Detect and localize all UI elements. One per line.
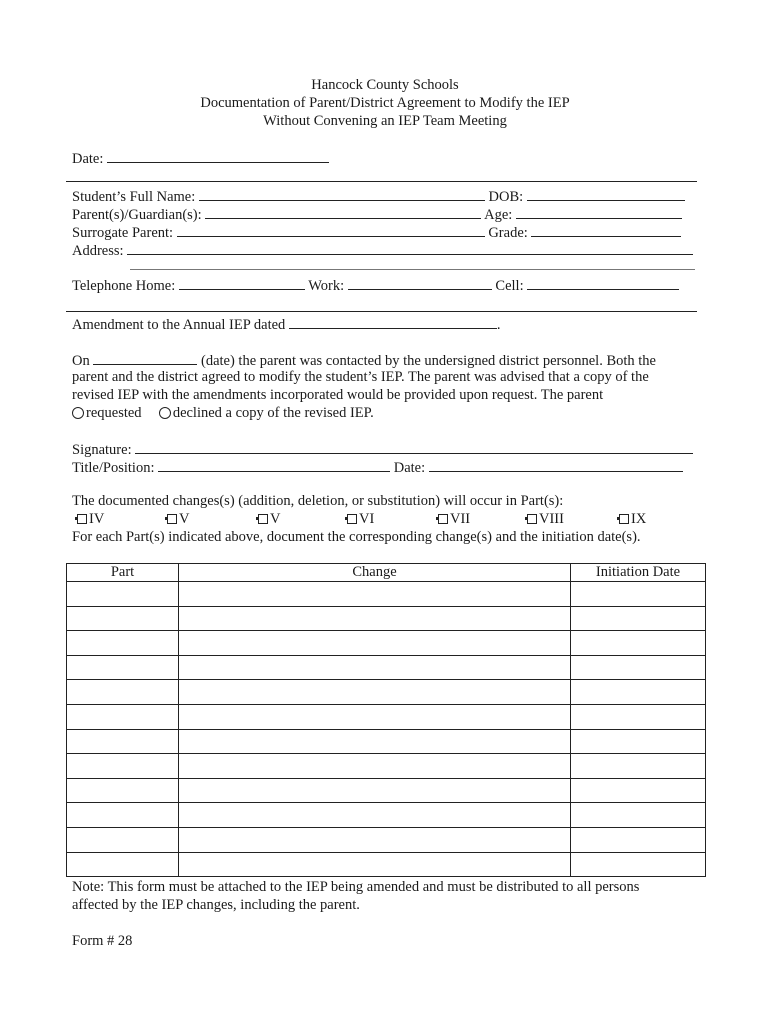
- guardians-label: Parent(s)/Guardian(s):: [72, 207, 202, 223]
- initiation-date-cell[interactable]: [571, 852, 706, 877]
- date-field[interactable]: [107, 148, 329, 163]
- part-cell[interactable]: [67, 729, 179, 754]
- title-field[interactable]: [158, 457, 390, 472]
- change-cell[interactable]: [179, 729, 571, 754]
- section-divider: [66, 181, 697, 182]
- part-option-ix[interactable]: IX: [619, 510, 646, 528]
- table-row: [67, 606, 706, 631]
- table-row: [67, 582, 706, 607]
- form-title-line-3: Without Convening an IEP Team Meeting: [263, 113, 507, 129]
- on-label: On: [72, 353, 90, 369]
- column-header-change: Change: [179, 564, 571, 582]
- part-cell[interactable]: [67, 827, 179, 852]
- change-cell[interactable]: [179, 852, 571, 877]
- column-header-part: Part: [67, 564, 179, 582]
- form-title-line-1: Hancock County Schools: [311, 77, 459, 93]
- cell-phone-field[interactable]: [527, 275, 679, 290]
- table-row: [67, 852, 706, 877]
- part-cell[interactable]: [67, 704, 179, 729]
- initiation-date-cell[interactable]: [571, 631, 706, 656]
- age-label: Age:: [484, 207, 513, 223]
- agreement-line-1: [72, 350, 656, 370]
- grade-label: Grade:: [488, 225, 528, 241]
- signature-date-label: Date:: [393, 460, 426, 476]
- column-header-initiation-date: Initiation Date: [571, 564, 706, 582]
- checkbox-icon: [438, 514, 448, 524]
- note-line-2: affected by the IEP changes, including the parent.: [72, 897, 360, 913]
- change-cell[interactable]: [179, 680, 571, 705]
- change-cell[interactable]: [179, 754, 571, 779]
- initiation-date-cell[interactable]: [571, 729, 706, 754]
- table-row: [67, 803, 706, 828]
- student-name-field[interactable]: [199, 186, 485, 201]
- date-label: Date:: [72, 151, 104, 167]
- part-cell[interactable]: [67, 754, 179, 779]
- work-phone-field[interactable]: [348, 275, 492, 290]
- section-divider-2: [66, 311, 697, 312]
- address-field[interactable]: [127, 240, 693, 255]
- signature-date-field[interactable]: [429, 457, 683, 472]
- change-cell[interactable]: [179, 582, 571, 607]
- table-row: [67, 631, 706, 656]
- changes-table: [66, 563, 706, 877]
- part-cell[interactable]: [67, 852, 179, 877]
- change-cell[interactable]: [179, 827, 571, 852]
- form-title-line-2: Documentation of Parent/District Agreement to Modify the IEP: [200, 95, 570, 111]
- change-cell[interactable]: [179, 778, 571, 803]
- changes-table-body: [67, 582, 706, 877]
- work-label: Work:: [308, 278, 345, 294]
- part-cell[interactable]: [67, 582, 179, 607]
- signature-row: [72, 439, 693, 459]
- part-option-vii[interactable]: VII: [438, 510, 470, 528]
- change-cell[interactable]: [179, 606, 571, 631]
- part-option-iv[interactable]: IV: [77, 510, 104, 528]
- change-cell[interactable]: [179, 631, 571, 656]
- date-row: [72, 148, 329, 168]
- student-name-label: Student’s Full Name:: [72, 189, 196, 205]
- checkbox-icon: [77, 514, 87, 524]
- surrogate-label: Surrogate Parent:: [72, 225, 174, 241]
- part-cell[interactable]: [67, 631, 179, 656]
- guardians-field[interactable]: [205, 204, 481, 219]
- part-option-viii[interactable]: VIII: [527, 510, 564, 528]
- table-row: [67, 754, 706, 779]
- student-name-row: [72, 186, 685, 206]
- checkbox-icon: [258, 514, 268, 524]
- initiation-date-cell[interactable]: [571, 606, 706, 631]
- declined-label: declined a copy of the revised IEP.: [172, 405, 374, 421]
- initiation-date-cell[interactable]: [571, 754, 706, 779]
- initiation-date-cell[interactable]: [571, 778, 706, 803]
- part-cell[interactable]: [67, 655, 179, 680]
- part-cell[interactable]: [67, 803, 179, 828]
- surrogate-row: [72, 222, 681, 242]
- part-option-v[interactable]: V: [167, 510, 189, 528]
- requested-radio[interactable]: [72, 407, 84, 419]
- amendment-period: .: [496, 317, 501, 333]
- table-row: [67, 827, 706, 852]
- form-number: Form # 28: [72, 933, 133, 949]
- checkbox-icon: [619, 514, 629, 524]
- checkbox-icon: [527, 514, 537, 524]
- dob-label: DOB:: [488, 189, 524, 205]
- change-cell[interactable]: [179, 704, 571, 729]
- initiation-date-cell[interactable]: [571, 704, 706, 729]
- change-cell[interactable]: [179, 655, 571, 680]
- initiation-date-cell[interactable]: [571, 827, 706, 852]
- title-label: Title/Position:: [72, 460, 155, 476]
- signature-label: Signature:: [72, 442, 132, 458]
- guardians-row: [72, 204, 682, 224]
- address-row: [72, 240, 693, 260]
- part-cell[interactable]: [67, 606, 179, 631]
- amendment-row: [72, 314, 501, 334]
- amendment-date-field[interactable]: [289, 314, 497, 329]
- checkbox-icon: [167, 514, 177, 524]
- initiation-date-cell[interactable]: [571, 803, 706, 828]
- agreement-line-1-text: (date) the parent was contacted by the undersigned district personnel. Both the: [200, 353, 656, 369]
- initiation-date-cell[interactable]: [571, 582, 706, 607]
- age-field[interactable]: [516, 204, 682, 219]
- table-row: [67, 729, 706, 754]
- telephone-row: [72, 275, 679, 295]
- telephone-home-field[interactable]: [179, 275, 305, 290]
- cell-label: Cell:: [495, 278, 524, 294]
- table-row: [67, 704, 706, 729]
- note-line-1: Note: This form must be attached to the IEP being amended and must be distributed to all persons: [72, 879, 640, 895]
- address-line-2[interactable]: [130, 269, 695, 270]
- part-cell[interactable]: [67, 680, 179, 705]
- amendment-label: Amendment to the Annual IEP dated: [72, 317, 286, 333]
- signature-field[interactable]: [135, 439, 693, 454]
- title-row: [72, 457, 683, 477]
- address-label: Address:: [72, 243, 124, 259]
- part-option-vi[interactable]: VI: [347, 510, 374, 528]
- initiation-date-cell[interactable]: [571, 655, 706, 680]
- parts-intro: The documented changes(s) (addition, deletion, or substitution) will occur in Part(s):: [72, 493, 564, 509]
- telephone-home-label: Telephone Home:: [72, 278, 176, 294]
- table-row: [67, 778, 706, 803]
- declined-radio[interactable]: [159, 407, 171, 419]
- change-cell[interactable]: [179, 803, 571, 828]
- checkbox-icon: [347, 514, 357, 524]
- agreement-line-2: parent and the district agreed to modify the student’s IEP. The parent was advised that a copy of the: [72, 369, 649, 385]
- part-option-v-2[interactable]: V: [258, 510, 280, 528]
- table-row: [67, 680, 706, 705]
- table-header-row: [67, 564, 706, 582]
- dob-field[interactable]: [527, 186, 685, 201]
- part-cell[interactable]: [67, 778, 179, 803]
- parts-instruction: For each Part(s) indicated above, document the corresponding change(s) and the initiation date(s).: [72, 529, 641, 545]
- copy-choice-row: [72, 404, 374, 422]
- contact-date-field[interactable]: [93, 350, 197, 365]
- grade-field[interactable]: [531, 222, 681, 237]
- agreement-line-3: revised IEP with the amendments incorporated would be provided upon request. The parent: [72, 387, 604, 403]
- initiation-date-cell[interactable]: [571, 680, 706, 705]
- surrogate-field[interactable]: [177, 222, 485, 237]
- table-row: [67, 655, 706, 680]
- requested-label: requested: [86, 405, 142, 421]
